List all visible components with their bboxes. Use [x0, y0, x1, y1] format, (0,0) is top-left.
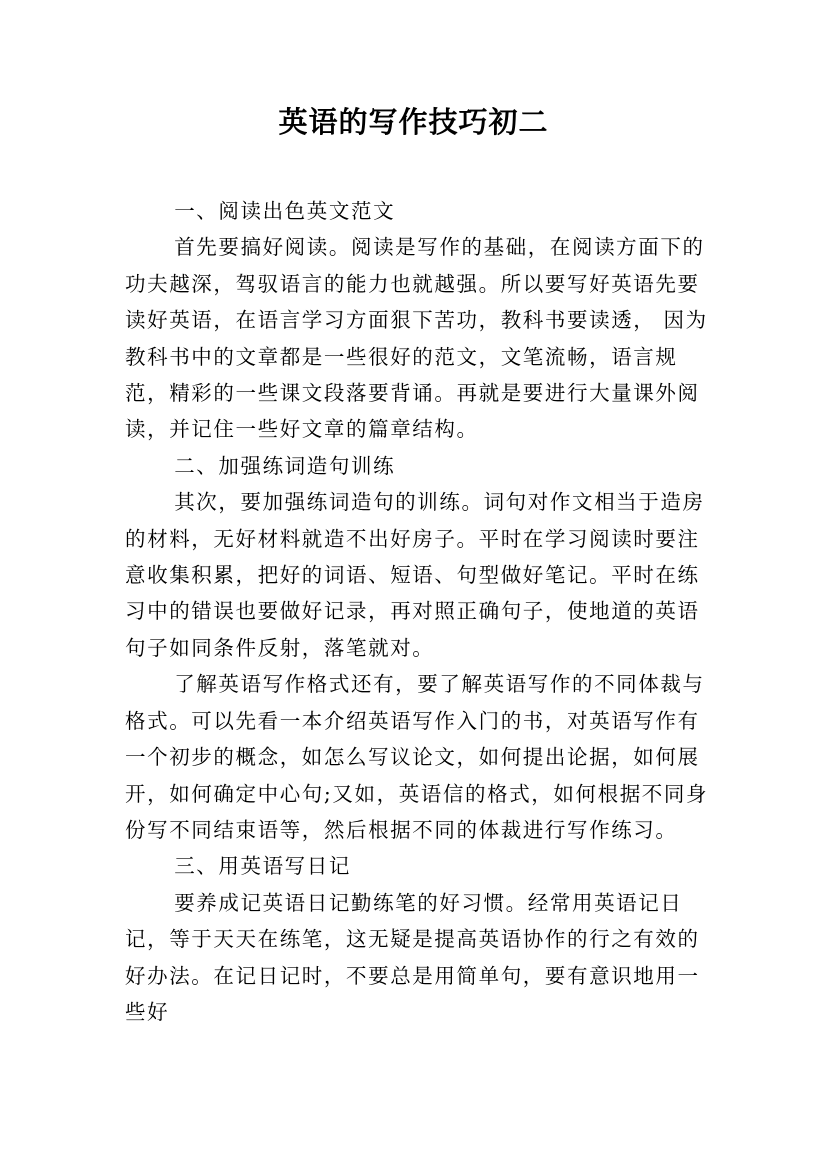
document-body: [125, 193, 715, 1030]
paragraph: 其次，要加强练词造句的训练。词句对作文相当于造房的材料，无好材料就造不出好房子。平时在学习阅读时要注意收集积累，把好的词语、短语、句型做好笔记。平时在练习中的错误也要做好记录，再对照正确句子，使地道的英语句子如同条件反射，落笔就对。: [125, 490, 705, 660]
section-word-sentence-training: [125, 448, 715, 848]
paragraph: 要养成记英语日记勤练笔的好习惯。经常用英语记日记，等于天天在练笔，这无疑是提高英语协作的行之有效的好办法。在记日记时，不要总是用简单句，要有意识地用一些好: [125, 890, 700, 1024]
paragraph: 了解英语写作格式还有，要了解英语写作的不同体裁与格式。可以先看一本介绍英语写作入门的书，对英语写作有一个初步的概念，如怎么写议论文，如何提出论据，如何展开，如何确定中心句;又如，英语信的格式，如何根据不同身份写不同结束语等，然后根据不同的体裁进行写作练习。: [125, 672, 709, 842]
section-heading: 一、阅读出色英文范文: [174, 199, 396, 223]
section-heading: 三、用英语写日记: [174, 854, 351, 879]
section-reading: [125, 193, 715, 448]
section-heading: 二、加强练词造句训练: [174, 453, 396, 478]
section-diary: [125, 848, 715, 1030]
paragraph: 首先要搞好阅读。阅读是写作的基础，在阅读方面下的功夫越深，驾驭语言的能力也就越强。所以要写好英语先要读好英语，在语言学习方面狠下苦功，教科书要读透， 因为教科书中的文章都是一些很好的范文，文笔流畅，语言规范，精彩的一些课文段落要背诵。再就是要进行大量课外阅读，并记住一些好文章的篇章结构。: [125, 235, 708, 442]
document-title: 英语的写作技巧初二: [278, 105, 549, 139]
